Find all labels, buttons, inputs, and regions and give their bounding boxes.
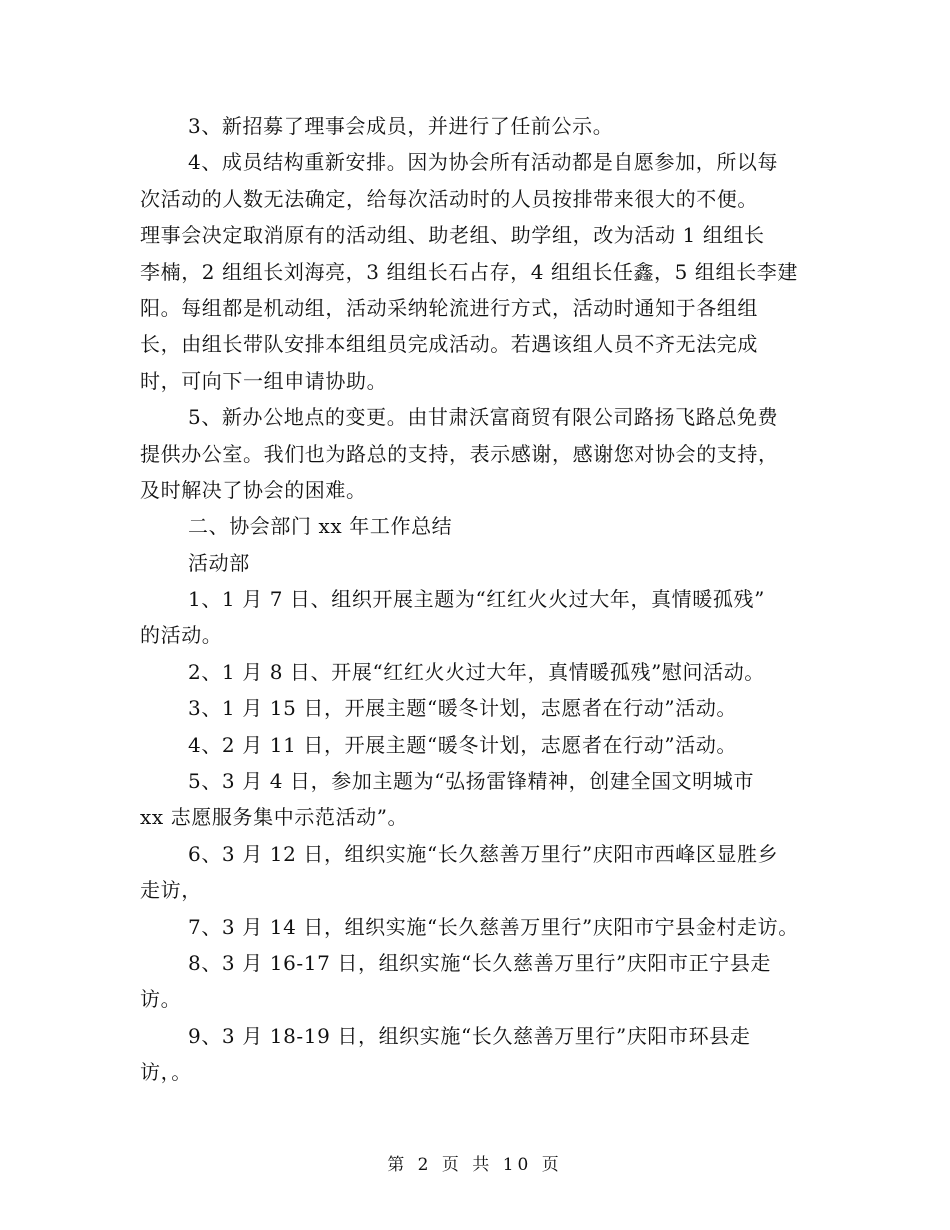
text-line: 走访， [140, 878, 202, 903]
text-line: 访，。 [140, 1060, 192, 1085]
text-line: 次活动的人数无法确定，给每次活动时的人员按排带来很大的不便。 [140, 186, 758, 211]
text-line: xx 志愿服务集中示范活动”。 [140, 805, 409, 830]
text-line: 8、3 月 16-17 日，组织实施“长久慈善万里行”庆阳市正宁县走 [188, 950, 772, 975]
text-line: 5、新办公地点的变更。由甘肃沃富商贸有限公司路扬飞路总免费 [188, 405, 779, 430]
page-footer: 第 2 页 共 10 页 [387, 1155, 563, 1175]
text-line: 9、3 月 18-19 日，组织实施“长久慈善万里行”庆阳市环县走 [188, 1023, 751, 1048]
text-line: 7、3 月 14 日，组织实施“长久慈善万里行”庆阳市宁县金村走访。 [188, 914, 799, 939]
text-line: 及时解决了协会的困难。 [140, 477, 367, 502]
text-line: 二、协会部门 xx 年工作总结 [188, 514, 453, 539]
text-line: 的活动。 [140, 623, 223, 648]
text-line: 时，可向下一组申请协助。 [140, 368, 388, 393]
text-line: 2、1 月 8 日、开展“红红火火过大年，真情暖孤残”慰问活动。 [188, 659, 765, 684]
text-line: 理事会决定取消原有的活动组、助老组、助学组，改为活动 1 组组长 [140, 223, 765, 248]
text-line: 3、1 月 15 日，开展主题“暖冬计划，志愿者在行动”活动。 [188, 696, 738, 721]
text-line: 5、3 月 4 日，参加主题为“弘扬雷锋精神，创建全国文明城市 [188, 769, 755, 794]
text-line: 李楠，2 组组长刘海亮，3 组组长石占存，4 组组长任鑫，5 组组长李建 [140, 259, 798, 284]
text-line: 4、2 月 11 日，开展主题“暖冬计划，志愿者在行动”活动。 [188, 732, 738, 757]
text-line: 4、成员结构重新安排。因为协会所有活动都是自愿参加，所以每 [188, 150, 779, 175]
text-line: 长，由组长带队安排本组组员完成活动。若遇该组人员不齐无法完成 [140, 332, 758, 357]
text-line: 1、1 月 7 日、组织开展主题为“红红火火过大年，真情暖孤残” [188, 587, 765, 612]
text-line: 阳。每组都是机动组，活动采纳轮流进行方式，活动时通知于各组组 [140, 295, 758, 320]
text-line: 提供办公室。我们也为路总的支持，表示感谢，感谢您对协会的支持， [140, 441, 779, 466]
document-body [140, 108, 830, 1091]
text-line: 活动部 [188, 550, 250, 575]
text-line: 访。 [140, 987, 182, 1012]
text-line: 6、3 月 12 日，组织实施“长久慈善万里行”庆阳市西峰区显胜乡 [188, 841, 779, 866]
text-line: 3、新招募了理事会成员，并进行了任前公示。 [188, 114, 614, 138]
